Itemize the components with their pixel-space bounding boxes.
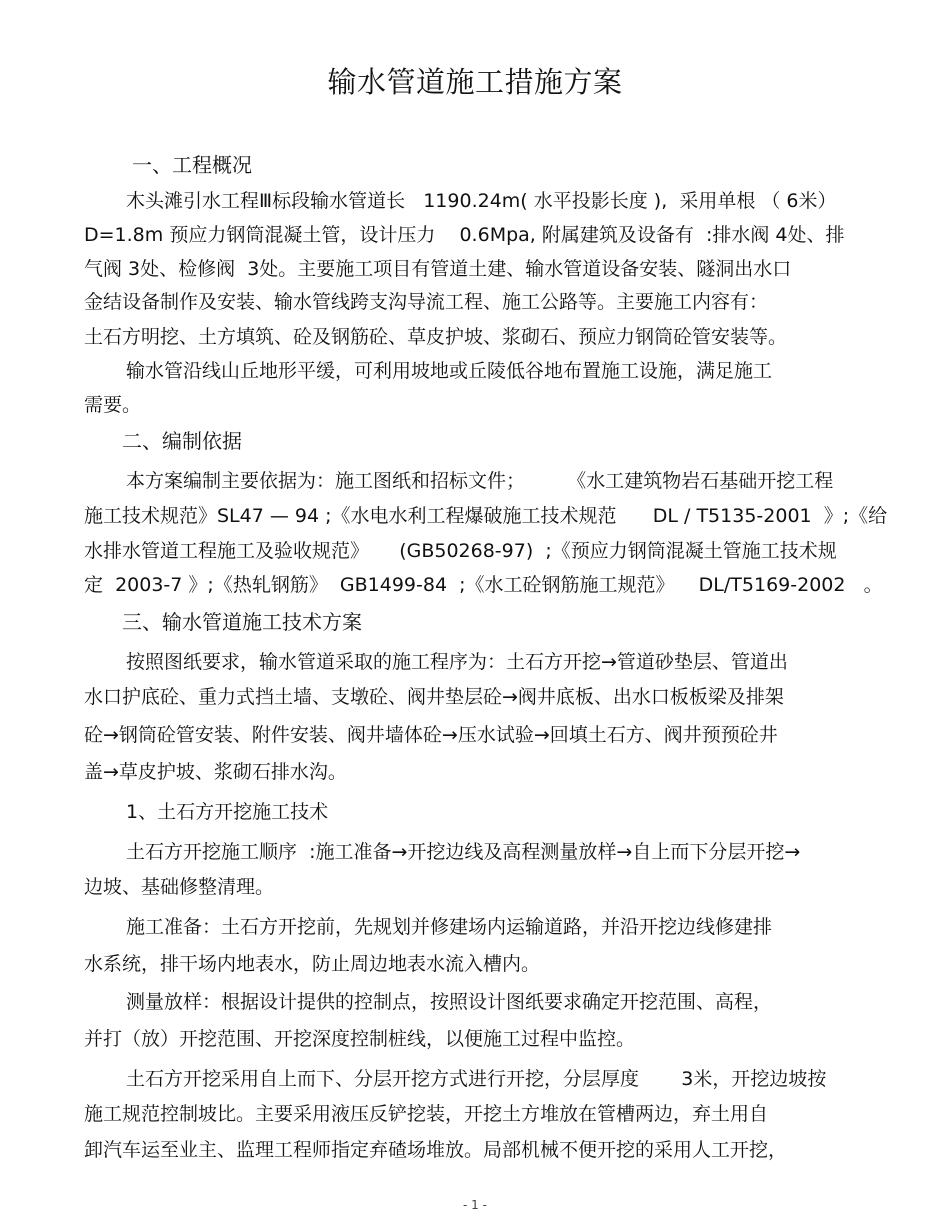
paragraph-line: 水系统，排干场内地表水，防止周边地表水流入槽内。 <box>84 953 541 975</box>
paragraph-line: 边坡、基础修整清理。 <box>84 876 275 898</box>
paragraph-line: 测量放样：根据设计提供的控制点，按照设计图纸要求确定开挖范围、高程， <box>126 991 773 1013</box>
paragraph-line: 水口护底砼、重力式挡土墙、支墩砼、阀井垫层砼→阀井底板、出水口板板梁及排架 <box>84 686 784 708</box>
paragraph-line: 按照图纸要求，输水管道采取的施工程序为：土石方开挖→管道砂垫层、管道出 <box>126 651 788 673</box>
paragraph-line: 施工准备：土石方开挖前，先规划并修建场内运输道路，并沿开挖边线修建排 <box>126 916 773 938</box>
paragraph-line: D=1.8m 预应力钢筒混凝土管，设计压力 0.6Mpa, 附属建筑及设备有 :排水阀 4处、排 <box>84 224 845 246</box>
paragraph-line: 需要。 <box>84 394 142 416</box>
paragraph-line: 砼→钢筒砼管安装、附件安装、阀井墙体砼→压水试验→回填土石方、阀井预预砼井 <box>84 724 778 746</box>
paragraph-line: 土石方明挖、土方填筑、砼及钢筋砼、草皮护坡、浆砌石、预应力钢筒砼管安装等。 <box>84 326 788 348</box>
section-heading-overview: 一、工程概况 <box>132 153 252 177</box>
paragraph-line: 盖→草皮护坡、浆砌石排水沟。 <box>84 761 347 783</box>
section-heading-technical-plan: 三、输水管道施工技术方案 <box>122 610 362 634</box>
paragraph-line: 木头滩引水工程Ⅲ标段输水管道长 1190.24m( 水平投影长度 ), 采用单根 （ 6米） <box>126 190 837 212</box>
paragraph-line: 水排水管道工程施工及验收规范》 (GB50268-97) ;《预应力钢筒混凝土管施工技术规 <box>84 540 837 562</box>
paragraph-line: 土石方开挖采用自上而下、分层开挖方式进行开挖，分层厚度 3米，开挖边坡按 <box>126 1068 827 1090</box>
page-number: - 1 - <box>463 1198 487 1212</box>
paragraph-line: 金结设备制作及安装、输水管线跨支沟导流工程、施工公路等。主要施工内容有： <box>84 291 769 313</box>
paragraph-line: 施工规范控制坡比。主要采用液压反铲挖装，开挖土方堆放在管槽两边，弃土用自 <box>84 1103 769 1125</box>
paragraph-line: 土石方开挖施工顺序 :施工准备→开挖边线及高程测量放样→自上而下分层开挖→ <box>126 841 801 863</box>
subsection-heading-excavation: 1、土石方开挖施工技术 <box>126 801 329 823</box>
paragraph-line: 输水管沿线山丘地形平缓，可利用坡地或丘陵低谷地布置施工设施，满足施工 <box>126 360 773 382</box>
paragraph-line: 卸汽车运至业主、监理工程师指定弃碴场堆放。局部机械不便开挖的采用人工开挖， <box>84 1139 788 1161</box>
paragraph-line: 施工技术规范》SL47 — 94 ;《水电水利工程爆破施工技术规范 DL / T5135-2001 》;《给 <box>84 505 888 527</box>
paragraph-line: 本方案编制主要依据为：施工图纸和招标文件； 《水工建筑物岩石基础开挖工程 <box>126 470 834 492</box>
section-heading-basis: 二、编制依据 <box>122 429 242 453</box>
paragraph-line: 并打（放）开挖范围、开挖深度控制桩线，以便施工过程中监控。 <box>84 1028 636 1050</box>
document-title: 输水管道施工措施方案 <box>327 65 623 99</box>
paragraph-line: 气阀 3处、检修阀 3处。主要施工项目有管道土建、输水管道设备安装、隧洞出水口 <box>84 258 792 280</box>
paragraph-line: 定 2003-7 》;《热轧钢筋》 GB1499-84 ;《水工砼钢筋施工规范》 DL/T5169-2002 。 <box>84 574 883 596</box>
